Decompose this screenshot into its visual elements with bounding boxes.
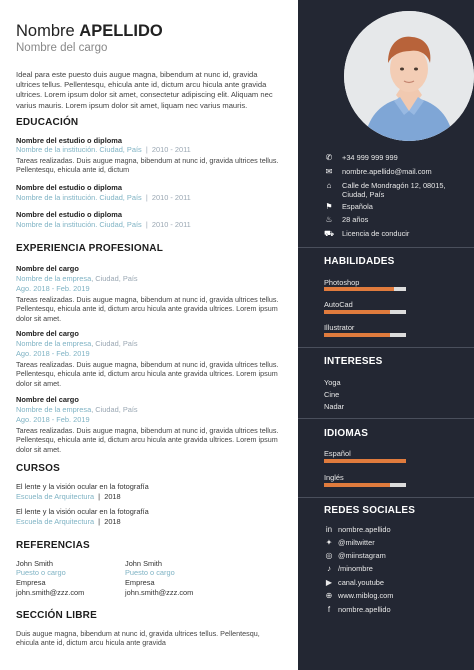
education-heading: EDUCACIÓN <box>16 117 79 128</box>
courses-heading: CURSOS <box>16 463 60 474</box>
experience-text: Tareas realizadas. Duis augue magna, bibendum at nunc id, gravida ultrices tellus. Pellentesqu, ehicula ante id, dictum arcu hicula ante gravida ultrices. Lorem ipsum dolor sit amet. <box>16 295 279 323</box>
skill-bar-fill <box>324 310 390 314</box>
experience-company: Nombre de la empresa, Ciudad, País <box>16 274 138 283</box>
profile-photo <box>344 11 474 141</box>
intro-text: Ideal para este puesto duis augue magna, bibendum at nunc id, gravida ultrices tellus. Pellentesqu, ehicula ante id, dictum arcu hicula ante gravida ultrices. Lorem ipsum dolor sit amet, consectetur adipiscing elit. Aliquam nec varius mauris. Lorem ipsum dolor sit amet, liquam nec varius mauris. <box>16 70 273 110</box>
reference-role: Puesto o cargo <box>16 568 66 577</box>
sidebar: ✆ +34 999 999 999 ✉ nombre.apellido@mail.com ⌂ Calle de Mondragón 12, 08015, Ciudad, País ⚑ Española ♨ 28 años ⛟ Licencia de conducir HABILIDADES Photoshop AutoCad Illustrator INTERESES Yoga Cine Nadar IDIOMAS Español Inglés REDES SOCIALES in nombre.apellido ✦ @miltwitter ◎ @miinstagram ♪ /minombre ▶ canal.youtube ⊕ www.miblog.com f nombre.apellido <box>298 0 474 670</box>
education-degree: Nombre del estudio o diploma <box>16 136 122 145</box>
experience-role: Nombre del cargo <box>16 264 79 273</box>
full-name: Nombre APELLIDO <box>16 22 163 40</box>
linkedin-icon: in <box>325 525 333 534</box>
interests-heading: INTERESES <box>324 356 383 367</box>
free-section-text: Duis augue magna, bibendum at nunc id, gravida ultrices tellus. Pellentesqu, ehicula ante id, dictum arcu hicula ante gravida <box>16 629 260 648</box>
job-title: Nombre del cargo <box>16 42 108 54</box>
social-blog[interactable]: ⊕ www.miblog.com <box>325 591 394 600</box>
skill-label: AutoCad <box>324 300 353 309</box>
music-icon: ♪ <box>327 564 331 573</box>
interest-item: Yoga <box>324 378 341 387</box>
divider <box>298 497 474 498</box>
interest-item: Nadar <box>324 402 345 411</box>
education-degree: Nombre del estudio o diploma <box>16 210 122 219</box>
reference-name: John Smith <box>16 559 53 568</box>
experience-company: Nombre de la empresa, Ciudad, País <box>16 405 138 414</box>
course-name: El lente y la visión ocular en la fotografía <box>16 507 149 516</box>
social-facebook[interactable]: f nombre.apellido <box>324 605 391 614</box>
youtube-icon: ▶ <box>325 578 333 587</box>
skill-bar-fill <box>324 333 390 337</box>
experience-company: Nombre de la empresa, Ciudad, País <box>16 339 138 348</box>
education-degree: Nombre del estudio o diploma <box>16 183 122 192</box>
reference-company: Empresa <box>16 578 46 587</box>
language-label: Español <box>324 449 351 458</box>
language-bar <box>324 459 406 463</box>
flag-icon: ⚑ <box>325 202 333 211</box>
reference-email[interactable]: john.smith@zzz.com <box>16 588 85 597</box>
facebook-icon: f <box>327 605 331 614</box>
social-twitter[interactable]: ✦ @miltwitter <box>325 538 375 547</box>
experience-dates: Ago. 2018 - Feb. 2019 <box>16 284 90 293</box>
skills-heading: HABILIDADES <box>324 256 395 267</box>
free-section-heading: SECCIÓN LIBRE <box>16 610 97 621</box>
phone-icon: ✆ <box>325 153 333 162</box>
course-school: Escuela de Arquitectura | 2018 <box>16 492 121 501</box>
mail-icon: ✉ <box>325 167 333 176</box>
skill-bar-fill <box>324 287 394 291</box>
skill-bar <box>324 333 406 337</box>
languages-heading: IDIOMAS <box>324 428 369 439</box>
reference-role: Puesto o cargo <box>125 568 175 577</box>
social-heading: REDES SOCIALES <box>324 505 416 516</box>
experience-role: Nombre del cargo <box>16 395 79 404</box>
twitter-icon: ✦ <box>325 538 333 547</box>
language-label: Inglés <box>324 473 344 482</box>
language-bar <box>324 483 406 487</box>
location-pin-icon: ⌂ <box>326 181 332 190</box>
reference-email[interactable]: john.smith@zzz.com <box>125 588 194 597</box>
language-bar-fill <box>324 459 406 463</box>
reference-company: Empresa <box>125 578 155 587</box>
education-school: Nombre de la institución. Ciudad, País | 2010 - 2011 <box>16 220 191 229</box>
globe-icon: ⊕ <box>325 591 333 600</box>
social-youtube[interactable]: ▶ canal.youtube <box>325 578 385 587</box>
education-school: Nombre de la institución. Ciudad, País | 2010 - 2011 <box>16 145 191 154</box>
social-music[interactable]: ♪ /minombre <box>324 564 373 573</box>
skill-label: Photoshop <box>324 278 360 287</box>
experience-text: Tareas realizadas. Duis augue magna, bibendum at nunc id, gravida ultrices tellus. Pellentesqu, ehicula ante id, dictum arcu hicula ante gravida ultrices. Lorem ipsum dolor sit amet. <box>16 426 279 454</box>
education-text: Tareas realizadas. Duis augue magna, bibendum at nunc id, gravida ultrices tellus. Pellentesqu, ehicula ante id, dictum <box>16 156 279 175</box>
interest-item: Cine <box>324 390 340 399</box>
reference-name: John Smith <box>125 559 162 568</box>
instagram-icon: ◎ <box>325 551 333 560</box>
experience-text: Tareas realizadas. Duis augue magna, bibendum at nunc id, gravida ultrices tellus. Pellentesqu, ehicula ante id, dictum arcu hicula ante gravida ultrices. Lorem ipsum dolor sit amet. <box>16 360 279 388</box>
experience-dates: Ago. 2018 - Feb. 2019 <box>16 415 90 424</box>
course-name: El lente y la visión ocular en la fotografía <box>16 482 149 491</box>
skill-bar <box>324 310 406 314</box>
social-instagram[interactable]: ◎ @miinstagram <box>325 551 386 560</box>
divider <box>298 418 474 419</box>
experience-role: Nombre del cargo <box>16 329 79 338</box>
divider <box>298 347 474 348</box>
experience-dates: Ago. 2018 - Feb. 2019 <box>16 349 90 358</box>
skill-bar <box>324 287 406 291</box>
education-school: Nombre de la institución. Ciudad, País | 2010 - 2011 <box>16 193 191 202</box>
social-linkedin[interactable]: in nombre.apellido <box>325 525 391 534</box>
language-bar-fill <box>324 483 390 487</box>
course-school: Escuela de Arquitectura | 2018 <box>16 517 121 526</box>
experience-heading: EXPERIENCIA PROFESIONAL <box>16 243 164 254</box>
references-heading: REFERENCIAS <box>16 540 90 551</box>
car-icon: ⛟ <box>324 229 335 238</box>
divider <box>298 247 474 248</box>
skill-label: Illustrator <box>324 323 355 332</box>
cake-icon: ♨ <box>325 215 333 224</box>
